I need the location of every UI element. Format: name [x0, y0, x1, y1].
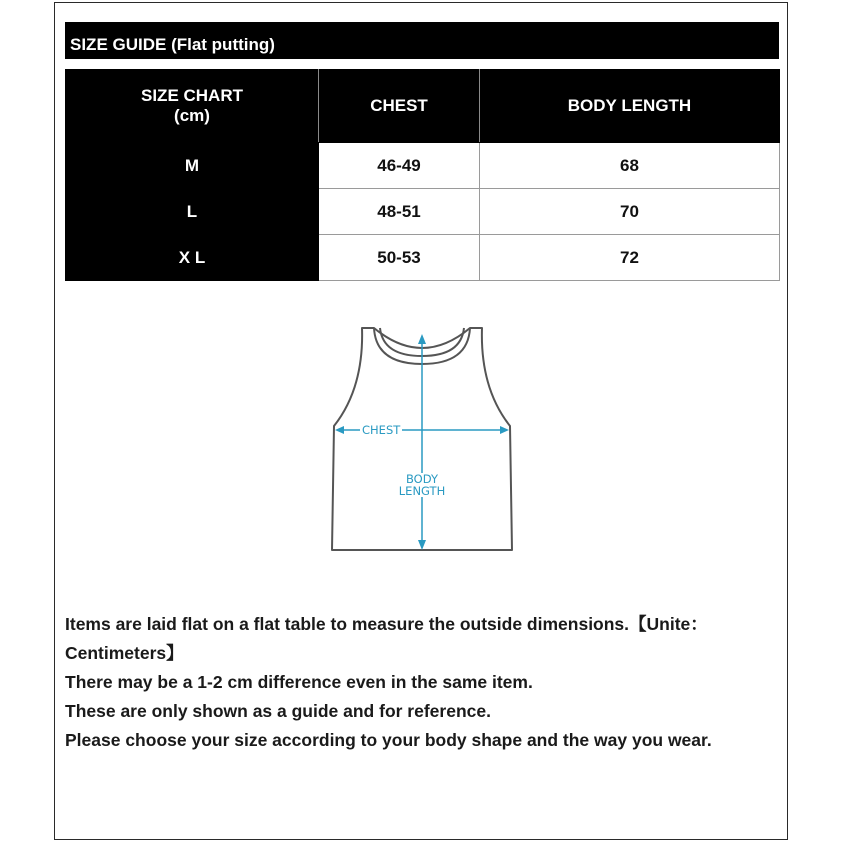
length-arrow-bottom-head	[418, 540, 426, 550]
size-cell: L	[66, 189, 319, 235]
table-header-row	[66, 70, 780, 143]
header-body-length: BODY LENGTH	[480, 70, 780, 143]
note-measuring-method: Items are laid flat on a flat table to measure the outside dimensions.【Unite：Centimeters】	[65, 614, 708, 663]
body-length-cell: 68	[480, 143, 780, 189]
chest-cell: 48-51	[319, 189, 480, 235]
note-reference: These are only shown as a guide and for reference.	[65, 701, 491, 721]
table-row	[66, 189, 780, 235]
length-arrow-top-head	[418, 334, 426, 344]
table-row	[66, 235, 780, 281]
note-choose-size: Please choose your size according to your body shape and the way you wear.	[65, 730, 712, 750]
body-length-diagram-label	[397, 473, 447, 497]
header-chest: CHEST	[319, 70, 480, 143]
chest-arrow-left-head	[335, 426, 344, 434]
header-size-chart	[66, 70, 319, 143]
header-size-chart-unit: (cm)	[174, 106, 210, 125]
size-cell: M	[66, 143, 319, 189]
chest-arrow-right-head	[500, 426, 509, 434]
table-row	[66, 143, 780, 189]
chest-cell: 46-49	[319, 143, 480, 189]
size-chart-table	[65, 69, 780, 281]
size-guide-title: SIZE GUIDE (Flat putting)	[65, 22, 779, 59]
chest-diagram-label: CHEST	[362, 423, 401, 437]
body-length-cell: 72	[480, 235, 780, 281]
body-length-label-line1: BODY	[406, 472, 438, 486]
body-length-label-line2: LENGTH	[398, 484, 446, 498]
body-length-cell: 70	[480, 189, 780, 235]
tank-top-diagram	[320, 318, 520, 558]
note-difference: There may be a 1-2 cm difference even in the same item.	[65, 672, 533, 692]
size-cell: X L	[66, 235, 319, 281]
chest-cell: 50-53	[319, 235, 480, 281]
measurement-notes	[65, 610, 779, 755]
header-size-chart-label: SIZE CHART	[141, 86, 243, 105]
